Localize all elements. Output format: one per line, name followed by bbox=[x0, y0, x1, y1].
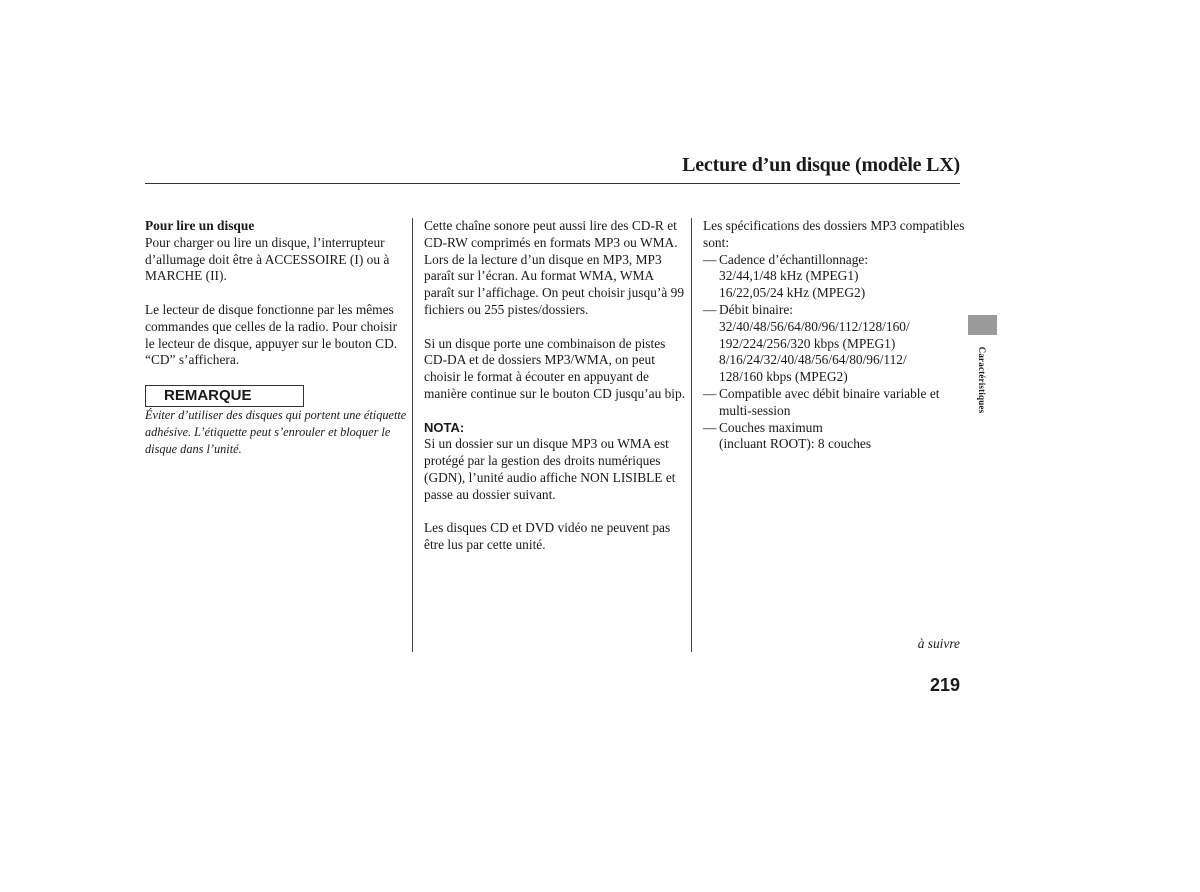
nota-label: NOTA: bbox=[424, 419, 465, 435]
remarque-text: Éviter d’utiliser des disques qui portent une étiquette adhésive. L’étiquette peut s’enrouler et bloquer le disque dans l’unité. bbox=[145, 408, 407, 456]
spec-line: 128/160 kbps (MPEG2) bbox=[719, 369, 848, 385]
page-number: 219 bbox=[929, 675, 960, 695]
spec-line: multi-session bbox=[719, 402, 791, 418]
spec-label: Compatible avec débit binaire variable et bbox=[719, 385, 940, 401]
spec-label: Couches maximum bbox=[719, 419, 823, 435]
continue-note: à suivre bbox=[917, 636, 960, 651]
spec-list bbox=[703, 252, 965, 454]
column-1 bbox=[145, 218, 407, 458]
spec-line: 16/22,05/24 kHz (MPEG2) bbox=[719, 285, 866, 301]
spec-line: 192/224/256/320 kbps (MPEG1) bbox=[719, 335, 896, 351]
paragraph-dvd: Les disques CD et DVD vidéo ne peuvent pas être lus par cette unité. bbox=[424, 520, 671, 553]
nota-text: Si un dossier sur un disque MP3 ou WMA est protégé par la gestion des droits numériques (GDN), l’unité audio affiche NON LISIBLE et passe au dossier suivant. bbox=[424, 436, 676, 502]
side-section-label: Caractéristiques bbox=[977, 346, 987, 414]
spec-label: Cadence d’échantillonnage: bbox=[719, 251, 869, 267]
dash-bullet: — bbox=[703, 419, 717, 435]
spec-item bbox=[703, 386, 965, 420]
column-2 bbox=[424, 218, 686, 554]
column-3 bbox=[703, 218, 965, 453]
paragraph-mp3-wma: Cette chaîne sonore peut aussi lire des CD-R et CD-RW comprimés en formats MP3 ou WMA. Lors de la lecture d’un disque en MP3, MP3 paraît sur l’écran. Au format WMA, WMA paraît sur l’affichage. On peut choisir jusqu’à 99 fichiers ou 255 pistes/dossiers. bbox=[424, 218, 685, 317]
section-subhead: Pour lire un disque bbox=[145, 218, 255, 233]
spec-line: (incluant ROOT): 8 couches bbox=[719, 436, 872, 452]
side-tab bbox=[968, 315, 997, 335]
spec-item bbox=[703, 252, 965, 302]
specs-intro: Les spécifications des dossiers MP3 compatibles sont: bbox=[703, 218, 965, 250]
spec-line: 8/16/24/32/40/48/56/64/80/96/112/ bbox=[719, 352, 907, 368]
column-divider-1 bbox=[412, 218, 413, 652]
spec-line: 32/44,1/48 kHz (MPEG1) bbox=[719, 268, 859, 284]
spec-line: 32/40/48/56/64/80/96/112/128/160/ bbox=[719, 318, 910, 334]
paragraph-loading: Pour charger ou lire un disque, l’interrupteur d’allumage doit être à ACCESSOIRE (I) ou à MARCHE (II). bbox=[145, 234, 390, 284]
header-rule bbox=[145, 183, 960, 184]
remarque-box: REMARQUE bbox=[145, 385, 304, 407]
column-divider-2 bbox=[691, 218, 692, 652]
paragraph-controls: Le lecteur de disque fonctionne par les mêmes commandes que celles de la radio. Pour choisir le lecteur de disque, appuyer sur le bouton CD. “CD” s’affichera. bbox=[145, 301, 398, 368]
page-title: Lecture d’un disque (modèle LX) bbox=[682, 154, 960, 176]
paragraph-combination: Si un disque porte une combinaison de pistes CD-DA et de dossiers MP3/WMA, on peut choisir le format à écouter en appuyant de manière continue sur le bouton CD jusqu’au bip. bbox=[424, 335, 686, 401]
spec-item bbox=[703, 420, 965, 454]
dash-bullet: — bbox=[703, 251, 717, 267]
spec-item bbox=[703, 302, 965, 386]
dash-bullet: — bbox=[703, 301, 717, 317]
spec-label: Débit binaire: bbox=[719, 301, 793, 317]
dash-bullet: — bbox=[703, 385, 717, 401]
